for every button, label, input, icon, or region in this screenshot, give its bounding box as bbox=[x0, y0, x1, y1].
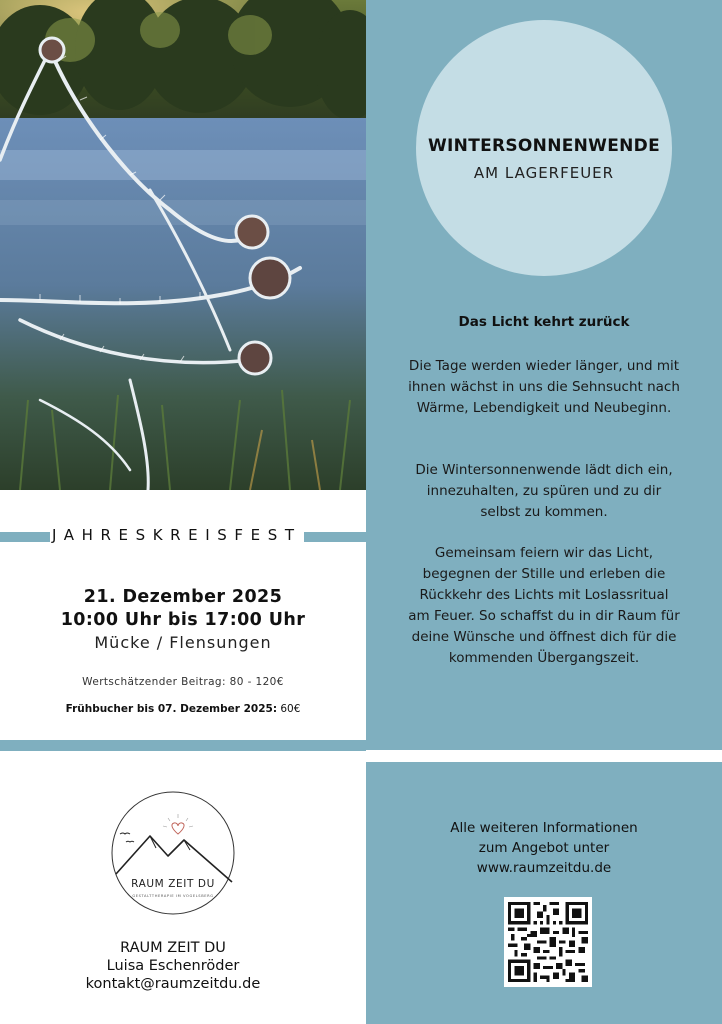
intro-paragraph-1: Die Tage werden wieder länger, und mit ihnen wächst in uns die Sehnsucht nach Wärme, Lebendigkeit und Neubeginn. bbox=[408, 358, 680, 416]
event-category: JAHRESKREISFEST bbox=[52, 526, 302, 544]
logo-tagline: GESTALTTHERAPIE IM VOGELSBERG bbox=[132, 894, 214, 898]
intro-paragraph-3: Gemeinsam feiern wir das Licht, begegnen der Stille und erleben die Rückkehr des Lichts mit Loslassritual am Feuer. So schaffst du in dir Raum für deine Wünsche und öffnest dich für die kommenden Übergangszeit. bbox=[408, 545, 680, 666]
intro-panel bbox=[366, 0, 722, 750]
early-bird-label: Frühbucher bis 07. Dezember 2025: bbox=[65, 703, 278, 715]
early-bird-amount: 60€ bbox=[277, 703, 301, 715]
contact-person: Luisa Eschenröder bbox=[106, 958, 240, 974]
qr-code-icon[interactable] bbox=[504, 897, 592, 987]
info-line-1: Alle weiteren Informationen bbox=[450, 820, 638, 836]
event-place: Mücke / Flensungen bbox=[94, 633, 272, 652]
intro-paragraph-2: Die Wintersonnenwende lädt dich ein, innezuhalten, zu spüren und zu dir selbst zu kommen. bbox=[415, 462, 673, 520]
event-date: 21. Dezember 2025 bbox=[83, 587, 283, 607]
early-bird-price bbox=[0, 703, 366, 715]
title-circle bbox=[416, 20, 672, 276]
info-line-2: zum Angebot unter bbox=[478, 840, 610, 856]
website-link[interactable]: www.raumzeitdu.de bbox=[476, 860, 612, 876]
info-text bbox=[366, 818, 722, 878]
contact-email[interactable]: kontakt@raumzeitdu.de bbox=[85, 976, 261, 992]
event-title: WINTERSONNENWENDE bbox=[427, 136, 660, 156]
logo-name: RAUM ZEIT DU bbox=[131, 878, 215, 890]
event-time: 10:00 Uhr bis 17:00 Uhr bbox=[60, 610, 306, 630]
event-subtitle: AM LAGERFEUER bbox=[473, 164, 615, 182]
divider-stripe bbox=[0, 740, 366, 751]
contact-name: RAUM ZEIT DU bbox=[120, 940, 226, 956]
event-price: Wertschätzender Beitrag: 80 - 120€ bbox=[82, 676, 284, 688]
frosted-plant-photo bbox=[0, 0, 366, 490]
intro-heading: Das Licht kehrt zurück bbox=[458, 314, 630, 330]
